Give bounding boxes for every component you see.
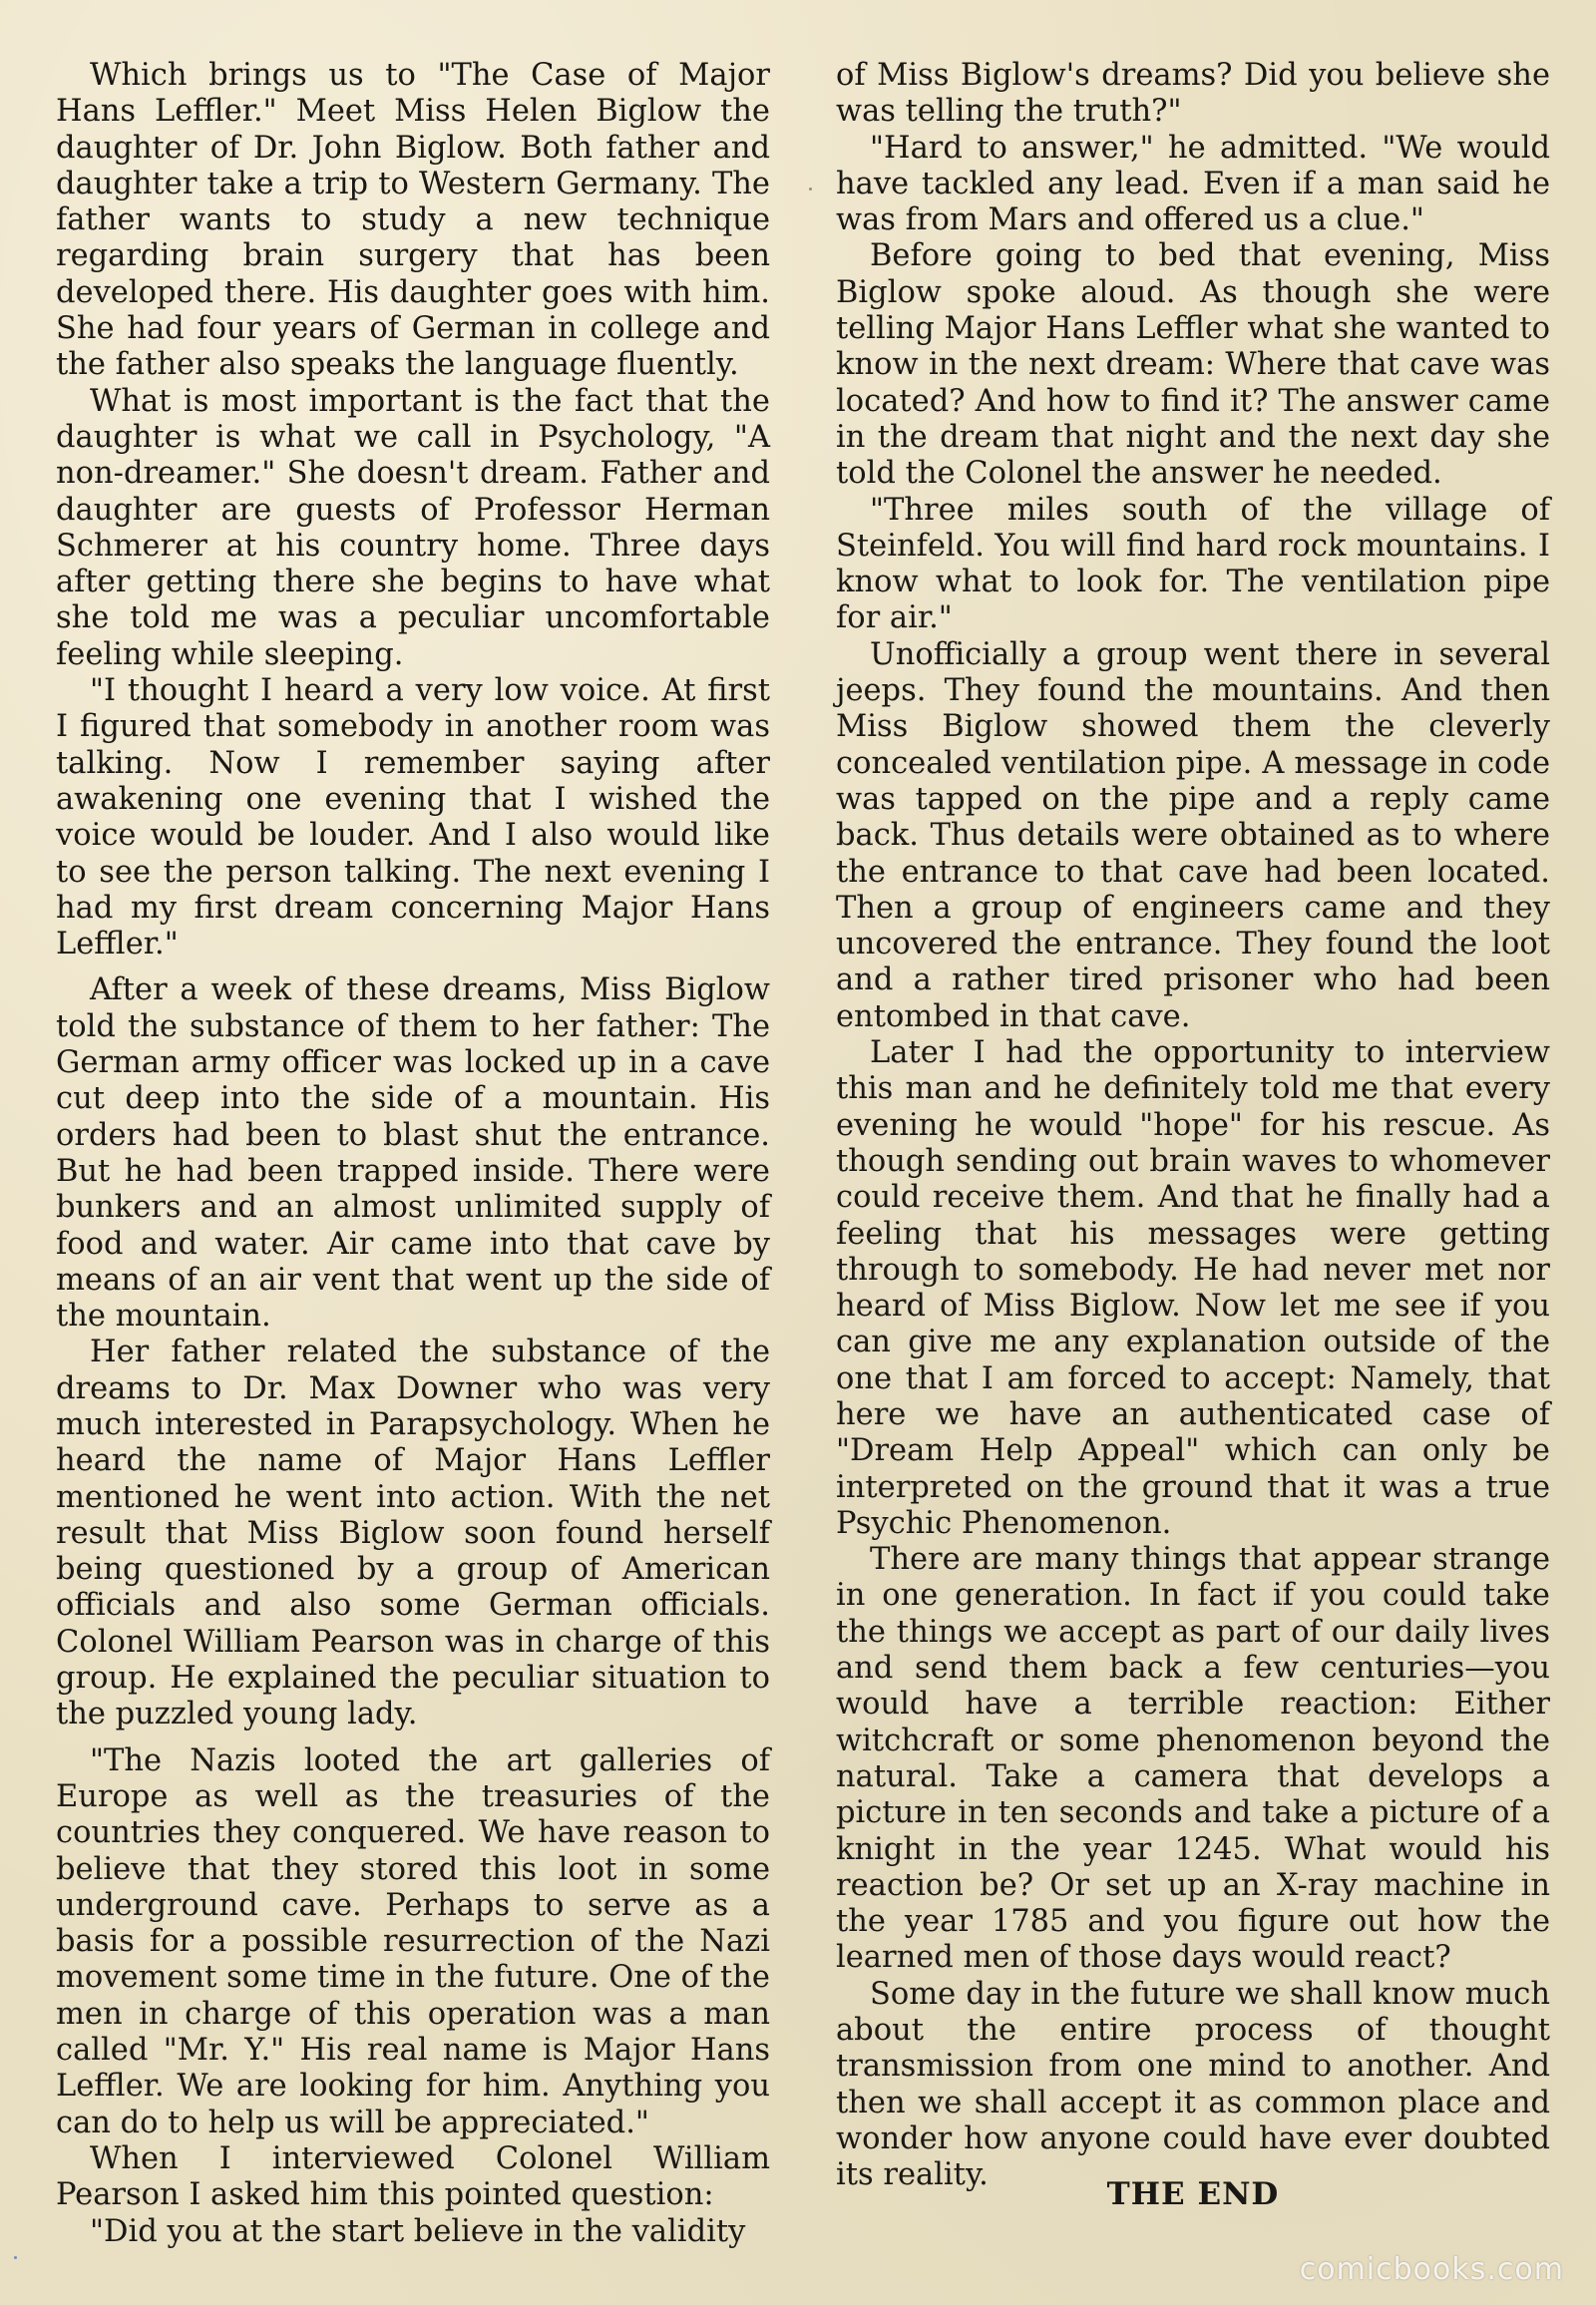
paragraph: "Did you at the start believe in the validity	[90, 2213, 746, 2249]
paragraph: Which brings us to "The Case of Major Hans Leffler." Meet Miss Helen Biglow the daughter of Dr. John Biglow. Both father and daughter take a trip to Western Germany. The father wants to study a new technique regarding brain surgery that has been developed there. His daughter goes with him. She had four years of German in college and the father also speaks the language fluently.	[56, 58, 770, 383]
right-column	[836, 58, 1550, 2194]
the-end-label: THE END	[1106, 2176, 1280, 2212]
paragraph: What is most important is the fact that the daughter is what we call in Psychology, "A non-dreamer." She doesn't dream. Father and daughter are guests of Professor Herman Schmerer at his country home. Three days after getting there she begins to have what she told me was a peculiar uncomfortable feeling while sleeping.	[56, 383, 770, 672]
watermark: comicbooks.com	[1299, 2252, 1564, 2287]
paragraph: Her father related the substance of the dreams to Dr. Max Downer who was very much interested in Parapsychology. When he heard the name of Major Hans Leffler mentioned he went into action. With the net result that Miss Biglow soon found herself being questioned by a group of American officials and also some German officials. Colonel William Pearson was in charge of this group. He explained the peculiar situation to the puzzled young lady.	[56, 1335, 770, 1732]
paragraph: Some day in the future we shall know much about the entire process of thought transmission from one mind to another. And then we shall accept it as common place and wonder how anyone could have ever doubted its reality.	[836, 1976, 1550, 2193]
paragraph: There are many things that appear strange in one generation. In fact if you could take the things we accept as part of our daily lives and send them back a few centuries—you would have a terrible reaction: Either witchcraft or some phenomenon beyond the natural. Take a camera that develops a picture in ten seconds and take a picture of a knight in the year 1245. What would his reaction be? Or set up an X-ray machine in the year 1785 and you figure out how the learned men of those days would react?	[836, 1542, 1550, 1976]
paragraph: "I thought I heard a very low voice. At first I figured that somebody in another room was talking. Now I remember saying after awakening one evening that I wished the voice would be louder. And I also would like to see the person talking. The next evening I had my first dream concerning Major Hans Leffler."	[56, 673, 770, 962]
ink-speck	[809, 188, 812, 191]
paragraph: When I interviewed Colonel William Pearson I asked him this pointed question:	[56, 2140, 770, 2213]
left-column	[56, 58, 770, 2250]
paragraph: Later I had the opportunity to interview this man and he definitely told me that every evening he would "hope" for his rescue. As though sending out brain waves to whomever could receive them. And that he finally had a feeling that his messages were getting through to somebody. He had never met nor heard of Miss Biglow. Now let me see if you can give me any explanation outside of the one that I am forced to accept: Namely, that here we have an authenticated case of "Dream Help Appeal" which can only be interpreted on the ground that it was a true Psychic Phenomenon.	[836, 1035, 1550, 1541]
ink-speck	[14, 2256, 17, 2259]
paragraph: Before going to bed that evening, Miss Biglow spoke aloud. As though she were telling Major Hans Leffler what she wanted to know in the next dream: Where that cave was located? And how to find it? The answer came in the dream that night and the next day she told the Colonel the answer he needed.	[836, 238, 1550, 492]
paragraph: "Three miles south of the village of Steinfeld. You will find hard rock mountains. I know what to look for. The ventilation pipe for air."	[836, 492, 1550, 636]
paragraph: Unofficially a group went there in several jeeps. They found the mountains. And then Miss Biglow showed them the cleverly concealed ventilation pipe. A message in code was tapped on the pipe and a reply came back. Thus details were obtained as to where the entrance to that cave had been located. Then a group of engineers came and they uncovered the entrance. They found the loot and a rather tired prisoner who had been entombed in that cave.	[836, 636, 1550, 1034]
paragraph: "The Nazis looted the art galleries of Europe as well as the treasuries of the countries they conquered. We have reason to believe that they stored this loot in some underground cave. Perhaps to serve as a basis for a possible resurrection of the Nazi movement some time in the future. One of the men in charge of this operation was a man called "Mr. Y." His real name is Major Hans Leffler. We are looking for him. Anything you can do to help us will be appreciated."	[56, 1742, 770, 2140]
paragraph: of Miss Biglow's dreams? Did you believe she was telling the truth?"	[836, 58, 1550, 130]
paragraph: "Hard to answer," he admitted. "We would have tackled any lead. Even if a man said he was from Mars and offered us a clue."	[836, 130, 1550, 238]
paragraph: After a week of these dreams, Miss Biglow told the substance of them to her father: The German army officer was locked up in a cave cut deep into the side of a mountain. His orders had been to blast shut the entrance. But he had been trapped inside. There were bunkers and an almost unlimited supply of food and water. Air came into that cave by means of an air vent that went up the side of the mountain.	[56, 972, 770, 1335]
